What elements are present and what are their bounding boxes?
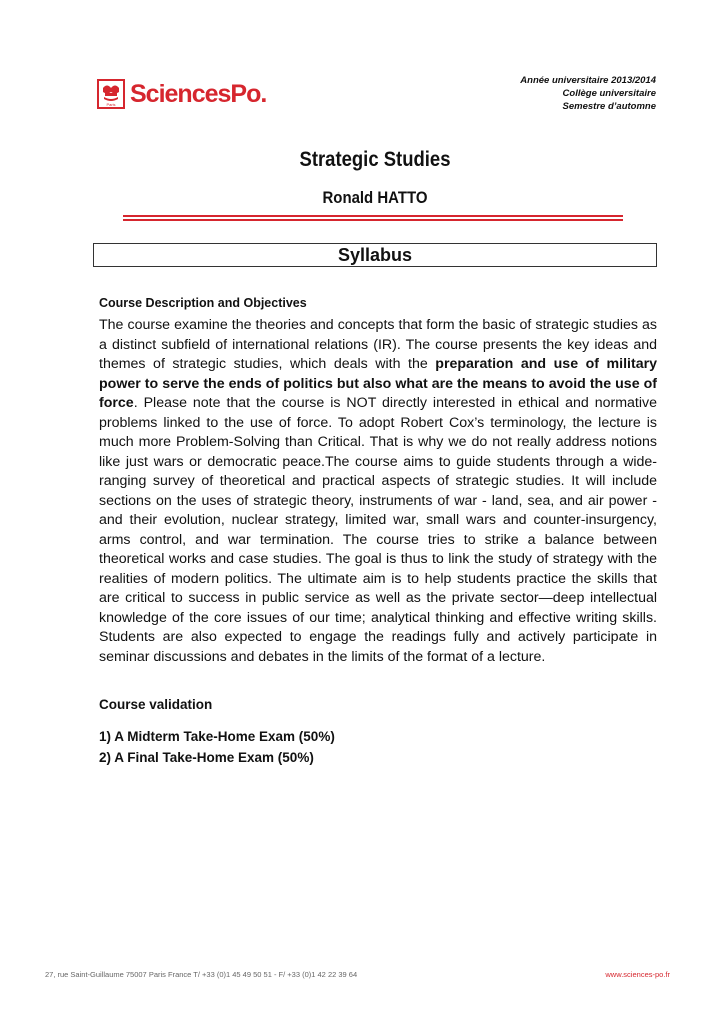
description-text-1: The course examine the theories and concepts that form the basic of strategic studies as a distinct subfield of international relations (IR). The course presents the key ideas and themes of strategic studies, which deals with the bbox=[99, 317, 657, 372]
description-text-2: . Please note that the course is NOT directly interested in ethical and normative problems linked to the use of force. To adopt Robert Cox’s terminology, the lecture is much more Problem-Solving than Critical. That is why we do not really address notions like just wars or democratic peace.The course aims to guide students through a wide-ranging survey of theoretical and practical aspects of strategic studies. It will include sections on the uses of strategic theory, instruments of war - land, sea, and air power - and their evolution, nuclear strategy, limited war, small wars and counter-insurgency, arms control, and war termination. The course tries to strike a balance between theoretical works and case studies. The goal is thus to link the study of strategy with the realities of modern politics. The ultimate aim is to help students practice the skills that are critical to success in public service as well as the private sector—deep intellectual knowledge of the core issues of our time; analytical thinking and effective writing skills. Students are also expected to engage the readings fully and actively participate in seminar discussions and debates in the limits of the format of a lecture. bbox=[99, 395, 657, 665]
meta-line-semester: Semestre d’automne bbox=[562, 101, 656, 112]
divider-rule-bottom bbox=[123, 219, 623, 221]
description-paragraph bbox=[99, 316, 657, 667]
svg-text:Paris: Paris bbox=[106, 102, 116, 107]
author-name: Ronald HATTO bbox=[322, 188, 428, 207]
validation-item-midterm: 1) A Midterm Take-Home Exam (50%) bbox=[99, 729, 335, 744]
description-heading: Course Description and Objectives bbox=[99, 296, 307, 310]
academic-year-info bbox=[520, 74, 656, 113]
validation-heading: Course validation bbox=[99, 697, 213, 712]
divider-rule-top bbox=[123, 215, 623, 217]
logo-text: SciencesPo. bbox=[130, 79, 267, 108]
syllabus-heading: Syllabus bbox=[93, 243, 657, 267]
validation-item-final: 2) A Final Take-Home Exam (50%) bbox=[99, 750, 314, 765]
description-emphasis: preparation and use of military power to serve the ends of politics but also what are the means to avoid the use of force bbox=[99, 356, 658, 411]
sciencespo-emblem-icon bbox=[97, 79, 125, 109]
footer-address: 27, rue Saint-Guillaume 75007 Paris France T/ +33 (0)1 45 49 50 51 - F/ +33 (0)1 42 22 39 64 bbox=[45, 970, 358, 979]
course-title: Strategic Studies bbox=[299, 148, 451, 171]
validation-list bbox=[99, 726, 335, 768]
meta-line-college: Collège universitaire bbox=[562, 88, 656, 99]
meta-line-year: Année universitaire 2013/2014 bbox=[520, 75, 656, 86]
sciencespo-logo bbox=[97, 79, 266, 109]
footer-website-link[interactable]: www.sciences-po.fr bbox=[605, 970, 670, 979]
